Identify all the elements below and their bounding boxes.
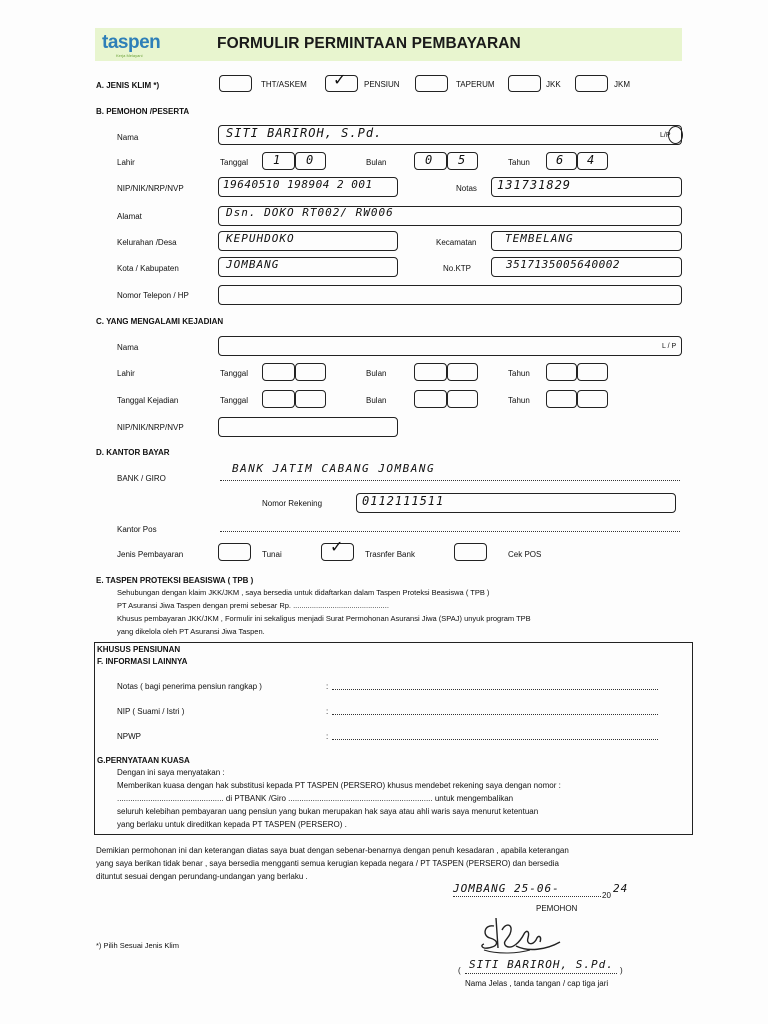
date-dotted-line	[453, 896, 601, 897]
tanggal-digit-1: 1	[273, 153, 282, 167]
checkbox-tht[interactable]	[219, 75, 252, 92]
khusus-label: KHUSUS PENSIUNAN	[97, 645, 181, 654]
checkbox-cek-pos[interactable]	[454, 543, 487, 561]
lahir-label: Lahir	[117, 158, 135, 167]
c-tahun-label: Tahun	[508, 369, 530, 378]
nip-label: NIP/NIK/NRP/NVP	[117, 184, 184, 193]
c-bulan-box-2[interactable]	[447, 363, 478, 381]
check-mark-icon: ✓	[333, 72, 347, 89]
c-tanggal-box-1[interactable]	[262, 363, 295, 381]
g-line-3: ................................................ di PTBANK /Giro ................................................................. untuk mengembalikan	[117, 794, 514, 803]
tanggal-digit-2: 0	[306, 153, 315, 167]
tpb-line-1: Sehubungan dengan klaim JKK/JKM , saya bersedia untuk didaftarkan dalam Taspen Proteksi Beasiswa ( TPB )	[117, 588, 490, 597]
section-c-label: C. YANG MENGALAMI KEJADIAN	[96, 317, 224, 326]
checkbox-jkk[interactable]	[508, 75, 541, 92]
name-dotted-line	[465, 973, 617, 974]
declaration-line-3: dituntut sesuai dengan perundang-undangan yang berlaku .	[96, 872, 308, 881]
bulan-digit-1: 0	[425, 153, 434, 167]
c-nip-label: NIP/NIK/NRP/NVP	[117, 423, 184, 432]
option-cek-pos: Cek POS	[508, 550, 542, 559]
c-tanggal-label: Tanggal	[220, 369, 249, 378]
year-suffix: 24	[613, 882, 629, 895]
tpb-line-3: Khusus pembayaran JKK/JKM , Formulir ini sekaligus menjadi Surat Permohonan Asuransi Jiwa (SPAJ) unyuk program TPB	[117, 614, 531, 623]
option-jkk: JKK	[546, 80, 561, 89]
kota-value: JOMBANG	[226, 258, 280, 271]
g-line-1: Dengan ini saya menyatakan :	[117, 768, 225, 777]
bulan-label: Bulan	[366, 158, 387, 167]
checkbox-jkm[interactable]	[575, 75, 608, 92]
option-taperum: TAPERUM	[456, 80, 495, 89]
declaration-line-1: Demikian permohonan ini dan keterangan diatas saya buat dengan sebenar-benarnya dengan penuh kesadaran , apabila keterangan	[96, 846, 569, 855]
tahun-digit-1: 6	[556, 153, 565, 167]
kejadian-bulan-box-2[interactable]	[447, 390, 478, 408]
c-nama-label: Nama	[117, 343, 139, 352]
checkbox-taperum[interactable]	[415, 75, 448, 92]
section-d-label: D. KANTOR BAYAR	[96, 448, 170, 457]
nama-label: Nama	[117, 133, 139, 142]
alamat-label: Alamat	[117, 212, 142, 221]
taspen-logo: taspen	[102, 32, 161, 53]
c-nip-field[interactable]	[218, 417, 398, 437]
circle-mark-icon	[668, 126, 683, 144]
section-b-label: B. PEMOHON /PESERTA	[96, 107, 190, 116]
g-line-2: Memberikan kuasa dengan hak substitusi kepada PT TASPEN (PERSERO) khusus mendebet rekening saya dengan nomor :	[117, 781, 561, 790]
place-date: JOMBANG 25-06-	[453, 882, 560, 895]
option-tht: THT/ASKEM	[261, 80, 307, 89]
c-kejadian-tahun-label: Tahun	[508, 396, 530, 405]
footnote: *) Pilih Sesuai Jenis Klim	[96, 941, 179, 950]
f-npwp-label: NPWP	[117, 732, 141, 741]
tanggal-label: Tanggal	[220, 158, 249, 167]
bank-label: BANK / GIRO	[117, 474, 166, 483]
jenis-pembayaran-label: Jenis Pembayaran	[117, 550, 184, 559]
signature	[476, 912, 566, 956]
kejadian-bulan-box-1[interactable]	[414, 390, 447, 408]
option-tunai: Tunai	[262, 550, 282, 559]
g-line-4: seluruh kelebihan pembayaran uang pensiun yang bukan merupakan hak saya atau ahli waris saya menurut ketentuan	[117, 807, 539, 816]
c-tanggal-box-2[interactable]	[295, 363, 326, 381]
c-kejadian-label: Tanggal Kejadian	[117, 396, 179, 405]
g-line-5: yang berlaku untuk direditkan kepada PT TASPEN (PERSERO) .	[117, 820, 347, 829]
c-tahun-box-2[interactable]	[577, 363, 608, 381]
kota-label: Kota / Kabupaten	[117, 264, 179, 273]
option-jkm: JKM	[614, 80, 630, 89]
kantor-pos-dotted-line	[220, 531, 680, 532]
section-g-label: G.PERNYATAAN KUASA	[97, 756, 190, 765]
bank-dotted-line	[220, 480, 680, 481]
telepon-label: Nomor Telepon / HP	[117, 291, 189, 300]
gender-lp: L/P	[660, 132, 671, 139]
alamat-value: Dsn. DOKO RT002/ RW006	[226, 206, 394, 219]
c-gender-lp: L / P	[662, 343, 677, 350]
nip-value: 19640510 198904 2 001	[223, 178, 373, 191]
name-open-paren: (	[458, 966, 461, 975]
c-kejadian-bulan-label: Bulan	[366, 396, 387, 405]
section-a-label: A. JENIS KLIM *)	[96, 81, 160, 90]
ktp-value: 3517135005640002	[506, 258, 620, 271]
tahun-label: Tahun	[508, 158, 530, 167]
c-tahun-box-1[interactable]	[546, 363, 577, 381]
tpb-line-2: PT Asuransi Jiwa Taspen dengan premi sebesar Rp. ..............................................	[117, 601, 389, 610]
c-bulan-label: Bulan	[366, 369, 387, 378]
c-lahir-label: Lahir	[117, 369, 135, 378]
year-prefix: 20	[602, 891, 611, 900]
kecamatan-value: TEMBELANG	[505, 232, 574, 245]
f-npwp-colon: :	[326, 732, 329, 741]
name-hint: Nama Jelas , tanda tangan / cap tiga jari	[465, 979, 609, 988]
f-nip-colon: :	[326, 707, 329, 716]
kelurahan-label: Kelurahan /Desa	[117, 238, 177, 247]
kejadian-tanggal-box-1[interactable]	[262, 390, 295, 408]
option-pensiun: PENSIUN	[364, 80, 400, 89]
check-mark-icon: ✓	[330, 539, 344, 556]
kejadian-tahun-box-2[interactable]	[577, 390, 608, 408]
section-f-label: F. INFORMASI LAINNYA	[97, 657, 188, 666]
signer-name: SITI BARIROH, S.Pd.	[469, 958, 614, 971]
f-notas-label: Notas ( bagi penerima pensiun rangkap )	[117, 682, 262, 691]
bank-value: BANK JATIM CABANG JOMBANG	[232, 462, 436, 475]
name-close-paren: )	[620, 966, 623, 975]
kelurahan-value: KEPUHDOKO	[226, 232, 295, 245]
bulan-digit-2: 5	[458, 153, 467, 167]
f-nip-label: NIP ( Suami / Istri )	[117, 707, 185, 716]
kejadian-tanggal-box-2[interactable]	[295, 390, 326, 408]
c-kejadian-tanggal-label: Tanggal	[220, 396, 249, 405]
notas-label: Notas	[456, 184, 477, 193]
telepon-field[interactable]	[218, 285, 682, 305]
tpb-line-4: yang dikelola oleh PT Asuransi Jiwa Taspen.	[117, 627, 265, 636]
declaration-line-2: yang saya berikan tidak benar , saya bersedia mengganti semua kerugian kepada negara / PT TASPEN (PERSERO) dan bersedia	[96, 859, 559, 868]
pemohon-label: PEMOHON	[536, 904, 578, 913]
c-bulan-box-1[interactable]	[414, 363, 447, 381]
form-title: FORMULIR PERMINTAAN PEMBAYARAN	[217, 35, 521, 52]
f-nip-dotted-line[interactable]	[332, 714, 658, 715]
rekening-value: 0112111511	[362, 494, 445, 508]
kantor-pos-label: Kantor Pos	[117, 525, 157, 534]
f-notas-dotted-line[interactable]	[332, 689, 658, 690]
notas-value: 131731829	[497, 178, 572, 192]
ktp-label: No.KTP	[443, 264, 472, 273]
f-npwp-dotted-line[interactable]	[332, 739, 658, 740]
c-nama-field[interactable]	[218, 336, 682, 356]
logo-tagline: Kerja Melayani	[116, 53, 143, 58]
option-transfer: Trasnfer Bank	[365, 550, 415, 559]
kecamatan-label: Kecamatan	[436, 238, 477, 247]
nama-value: SITI BARIROH, S.Pd.	[226, 126, 383, 140]
f-notas-colon: :	[326, 682, 329, 691]
kejadian-tahun-box-1[interactable]	[546, 390, 577, 408]
rekening-label: Nomor Rekening	[262, 499, 323, 508]
section-e-label: E. TASPEN PROTEKSI BEASISWA ( TPB )	[96, 576, 254, 585]
checkbox-tunai[interactable]	[218, 543, 251, 561]
tahun-digit-2: 4	[587, 153, 596, 167]
